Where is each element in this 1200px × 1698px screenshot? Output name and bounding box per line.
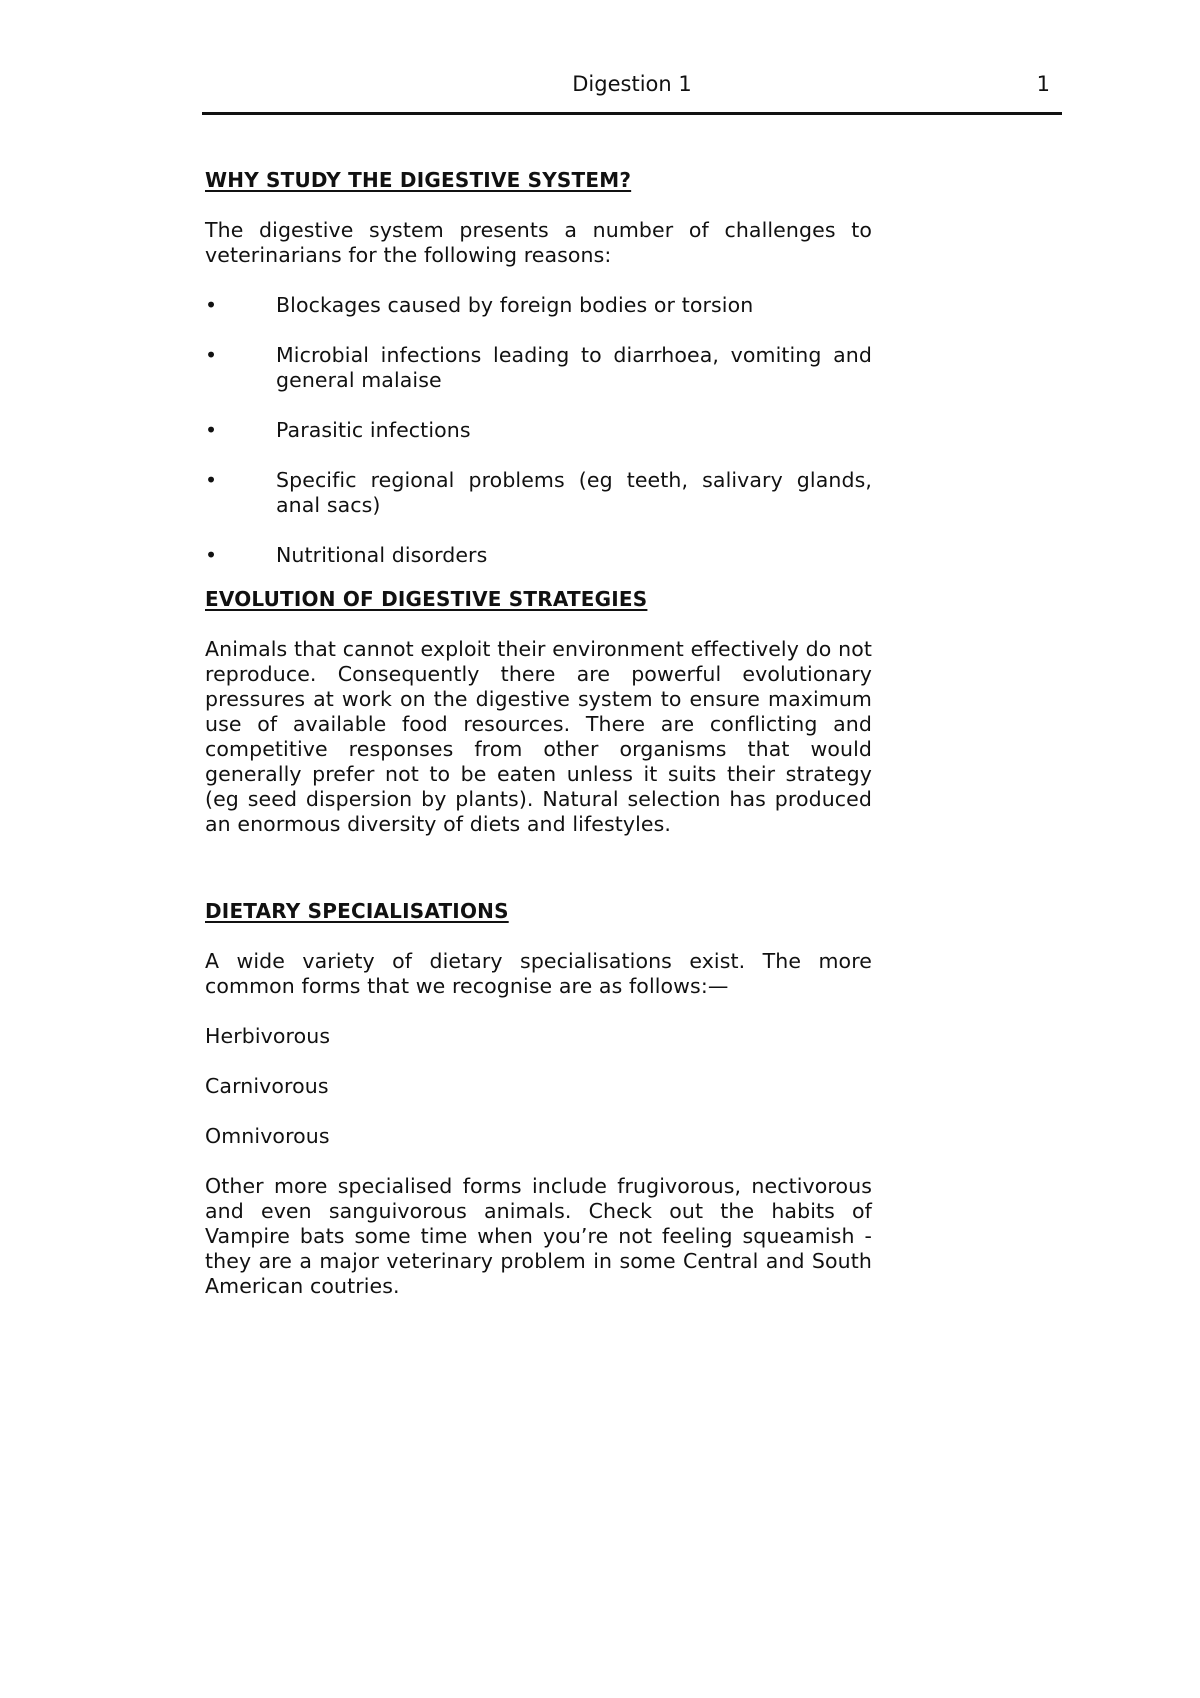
list-item-text: Specific regional problems (eg teeth, salivary glands, anal sacs) xyxy=(276,468,872,517)
bullet-icon: • xyxy=(205,543,218,567)
bullet-icon: • xyxy=(205,418,218,442)
dietary-closing-paragraph: Other more specialised forms include frugivorous, nectivorous and even sanguivorous animals. Check out the habits of Vampire bats some time when you’re not feeling squeamish - they are a major veterinary problem in some Central and South American coutries. xyxy=(205,1174,872,1298)
document-body xyxy=(205,168,872,1299)
reasons-list xyxy=(205,293,872,568)
diet-form-carnivorous: Carnivorous xyxy=(205,1074,329,1098)
page-number: 1 xyxy=(1036,72,1050,96)
list-item xyxy=(205,543,872,568)
list-item-text: Blockages caused by foreign bodies or torsion xyxy=(276,293,754,317)
dietary-intro-paragraph: A wide variety of dietary specialisations exist. The more common forms that we recognise are as follows:— xyxy=(205,949,872,998)
section-heading-why-study: WHY STUDY THE DIGESTIVE SYSTEM? xyxy=(205,168,632,192)
section-heading-evolution: EVOLUTION OF DIGESTIVE STRATEGIES xyxy=(205,587,648,611)
list-item xyxy=(205,418,872,443)
page-header xyxy=(202,72,1062,115)
bullet-icon: • xyxy=(205,468,218,492)
list-item-text: Microbial infections leading to diarrhoea, vomiting and general malaise xyxy=(276,343,872,392)
diet-form-herbivorous: Herbivorous xyxy=(205,1024,331,1048)
bullet-icon: • xyxy=(205,293,218,317)
diet-form-omnivorous: Omnivorous xyxy=(205,1124,330,1148)
list-item xyxy=(205,343,872,393)
list-item xyxy=(205,468,872,518)
section-heading-dietary: DIETARY SPECIALISATIONS xyxy=(205,899,509,923)
list-item-text: Parasitic infections xyxy=(276,418,471,442)
header-title: Digestion 1 xyxy=(572,72,692,96)
evolution-paragraph: Animals that cannot exploit their environment effectively do not reproduce. Consequently there are powerful evolutionary pressures at work on the digestive system to ensure maximum use of available food resources. There are conflicting and competitive responses from other organisms that would generally prefer not to be eaten unless it suits their strategy (eg seed dispersion by plants). Natural selection has produced an enormous diversity of diets and lifestyles. xyxy=(205,637,872,836)
list-item xyxy=(205,293,872,318)
section-intro-paragraph: The digestive system presents a number of challenges to veterinarians for the following reasons: xyxy=(205,218,872,267)
list-item-text: Nutritional disorders xyxy=(276,543,488,567)
bullet-icon: • xyxy=(205,343,218,367)
